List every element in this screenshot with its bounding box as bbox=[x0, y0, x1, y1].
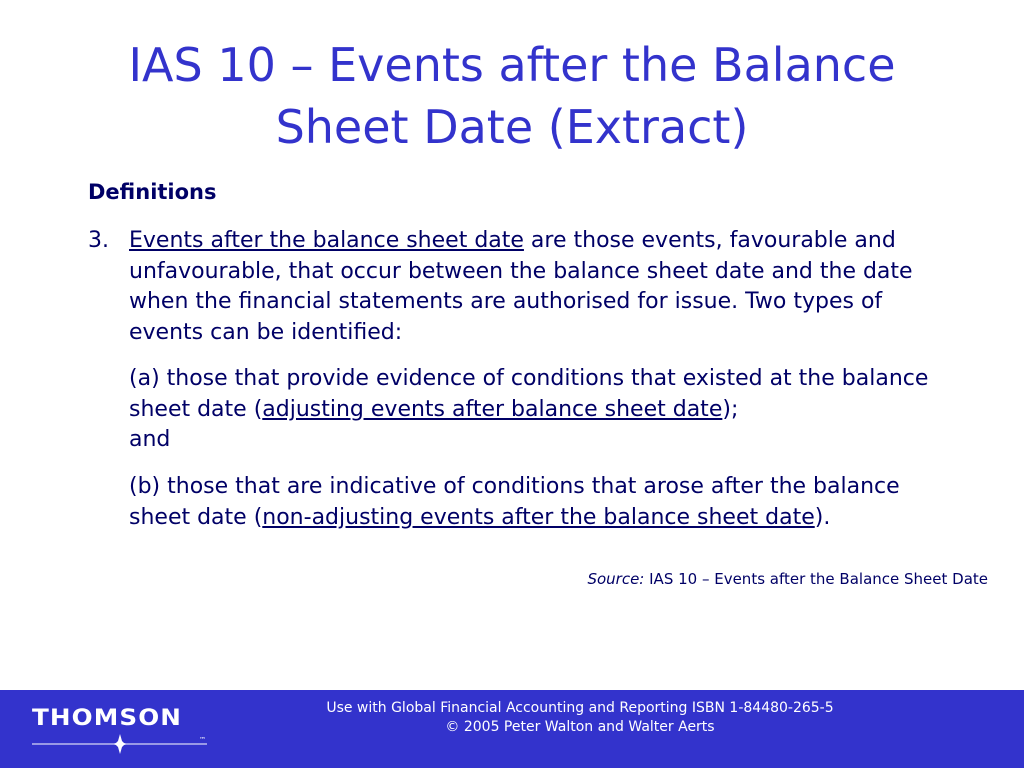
sub-b-line-2-pre: sheet date ( bbox=[129, 504, 263, 530]
slide-title-line-1: IAS 10 – Events after the Balance bbox=[128, 38, 896, 92]
source-citation bbox=[587, 570, 988, 588]
defined-term-events-after-bsd: Events after the balance sheet date bbox=[129, 228, 524, 253]
definition-line-3: when the financial statements are authorised for issue. Two types of bbox=[129, 289, 883, 314]
sub-paragraph-a bbox=[129, 364, 969, 456]
slide-title-line-2: Sheet Date (Extract) bbox=[275, 100, 749, 154]
defined-term-adjusting-events: adjusting events after balance sheet date bbox=[262, 396, 723, 422]
source-label: Source: bbox=[587, 570, 645, 588]
logo-wordmark: THOMSON bbox=[32, 706, 183, 731]
defined-term-non-adjusting-events: non-adjusting events after the balance sheet date bbox=[262, 504, 815, 530]
definition-line-1 bbox=[129, 226, 969, 257]
sub-b-line-1: (b) those that are indicative of conditions that arose after the balance bbox=[129, 474, 900, 499]
sub-a-line-1: (a) those that provide evidence of conditions that existed at the balance bbox=[129, 366, 929, 391]
sub-b-line-2 bbox=[129, 503, 969, 534]
sub-b-line-2-post: ). bbox=[814, 504, 831, 530]
item-number: 3. bbox=[88, 228, 109, 253]
slide-title bbox=[0, 34, 1024, 158]
sub-a-line-2-post: ); bbox=[722, 396, 739, 422]
sub-a-line-2 bbox=[129, 395, 969, 426]
definitions-heading: Definitions bbox=[88, 180, 217, 204]
sub-a-line-2-pre: sheet date ( bbox=[129, 396, 263, 422]
definition-line-1-rest: are those events, favourable and bbox=[523, 228, 896, 253]
source-text: IAS 10 – Events after the Balance Sheet Date bbox=[644, 570, 988, 588]
footer-bar bbox=[0, 690, 1024, 768]
sub-paragraph-b bbox=[129, 472, 969, 533]
definition-line-4: events can be identified: bbox=[129, 319, 403, 345]
footer-copyright-line: © 2005 Peter Walton and Walter Aerts bbox=[445, 719, 715, 735]
sub-a-conjunction: and bbox=[129, 427, 171, 452]
definition-line-2: unfavourable, that occur between the balance sheet date and the date bbox=[129, 258, 913, 284]
trademark-symbol: ™ bbox=[199, 736, 206, 744]
definition-paragraph bbox=[129, 226, 969, 348]
footer-credits bbox=[0, 699, 1024, 737]
footer-isbn-line: Use with Global Financial Accounting and Reporting ISBN 1-84480-265-5 bbox=[326, 700, 834, 716]
